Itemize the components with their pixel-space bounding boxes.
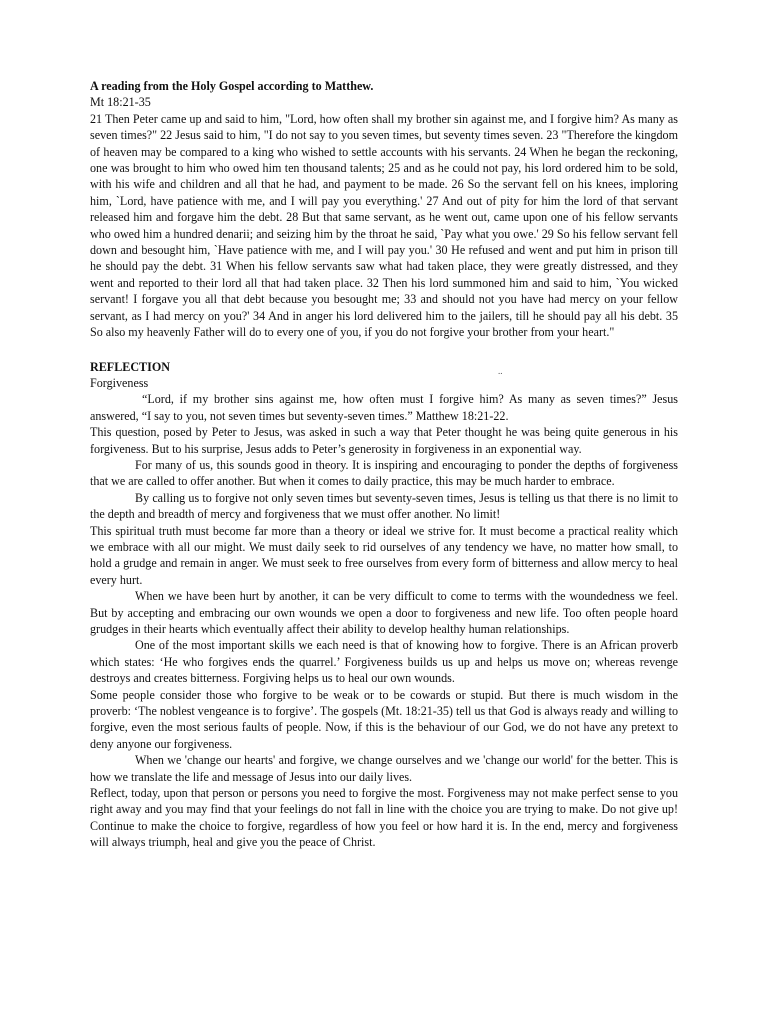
reflection-paragraph: Some people consider those who forgive to be weak or to be cowards or stupid. But there is much wisdom in the proverb: ‘The noblest vengeance is to forgive’. The gospels (Mt. 18:21-35) tell us that God is always ready and willing to forgive, even the most serious faults of people. Now, if this is the behaviour of our God, we do not have any pretext to deny anyone our forgiveness. [90,687,678,751]
reflection-paragraph: One of the most important skills we each need is that of knowing how to forgive. There is an African proverb which states: ‘He who forgives ends the quarrel.’ Forgiveness builds us up and helps us move on; whereas revenge destroys and creates bitterness. Forgiving helps us to heal our own wounds. [90,638,678,686]
reflection-heading: REFLECTION [90,359,170,374]
reflection-paragraph: When we 'change our hearts' and forgive, we change ourselves and we 'change our world' for the better. This is how we translate the life and message of Jesus into our daily lives. [90,753,678,784]
reflection-paragraph: This spiritual truth must become far more than a theory or ideal we strive for. It must become a practical reality which we embrace with all our might. We must daily seek to rid ourselves of any tendency we have, no matter how small, to hold a grudge and remain in anger. We must seek to free ourselves from every form of bitterness and allow mercy to heal every hurt. [90,523,678,587]
gospel-reference: Mt 18:21-35 [90,95,151,110]
document-content [90,78,678,851]
reflection-paragraph: By calling us to forgive not only seven times but seventy-seven times, Jesus is telling us that there is no limit to the depth and breadth of mercy and forgiveness that we must offer another. No limit! [90,490,678,522]
reflection-paragraph: For many of us, this sounds good in theory. It is inspiring and encouraging to ponder the depths of forgiveness that we are called to offer another. But when it comes to daily practice, this may be much harder to embrace. [90,457,678,489]
gospel-heading: A reading from the Holy Gospel according to Matthew. [90,79,374,93]
gospel-reading [90,78,678,341]
stray-dots-mark: .. [498,366,503,376]
reflection-quote: “Lord, if my brother sins against me, how often must I forgive him? As many as seven times?” Jesus answered, “I say to you, not seven times but seventy-seven times.” Matthew 18:21-22. [90,392,678,423]
reflection-paragraph: Reflect, today, upon that person or persons you need to forgive the most. Forgiveness may not make perfect sense to you right away and you may find that your feelings do not fall in line with the choice you are trying to make. Do not give up! Continue to make the choice to forgive, regardless of how you feel or how hard it is. In the end, mercy and forgiveness will always triumph, heal and give you the peace of Christ. [90,786,678,850]
reflection-subtitle: Forgiveness [90,375,149,390]
reflection-section [90,359,678,851]
gospel-text: 21 Then Peter came up and said to him, "Lord, how often shall my brother sin against me, and I forgive him? As many as seven times?" 22 Jesus said to him, "I do not say to you seven times, but seventy times seven. 23 "Therefore the kingdom of heaven may be compared to a king who wished to settle accounts with his servants. 24 When he began the reckoning, one was brought to him who owed him ten thousand talents; 25 and as he could not pay, his lord ordered him to be sold, with his wife and children and all that he had, and payment to be made. 26 So the servant fell on his knees, imploring him, `Lord, have patience with me, and I will pay you everything.' 27 And out of pity for him the lord of that servant released him and forgave him the debt. 28 But that same servant, as he went out, came upon one of his fellow servants who owed him a hundred denarii; and seizing him by the throat he said, `Pay what you owe.' 29 So his fellow servant fell down and besought him, `Have patience with me, and I will pay you.' 30 He refused and went and put him in prison till he should pay the debt. 31 When his fellow servants saw what had taken place, they were greatly distressed, and they went and reported to their lord all that had taken place. 32 Then his lord summoned him and said to him, `You wicked servant! I forgave you all that debt because you besought me; 33 and should not you have had mercy on your fellow servant, as I had mercy on you?' 34 And in anger his lord delivered him to the jailers, till he should pay all his debt. 35 So also my heavenly Father will do to every one of you, if you do not forgive your brother from your heart." [90,111,678,340]
reflection-paragraph: When we have been hurt by another, it can be very difficult to come to terms with the woundedness we feel. But by accepting and embracing our own wounds we open a door to forgiveness and new life. Too often people hoard grudges in their hearts which eventually affect their ability to develop healthy human relationships. [90,589,678,636]
reflection-paragraph: This question, posed by Peter to Jesus, was asked in such a way that Peter thought he was being quite generous in his forgiveness. But to his surprise, Jesus adds to Peter’s generosity in forgiveness in an exponential way. [90,425,678,456]
